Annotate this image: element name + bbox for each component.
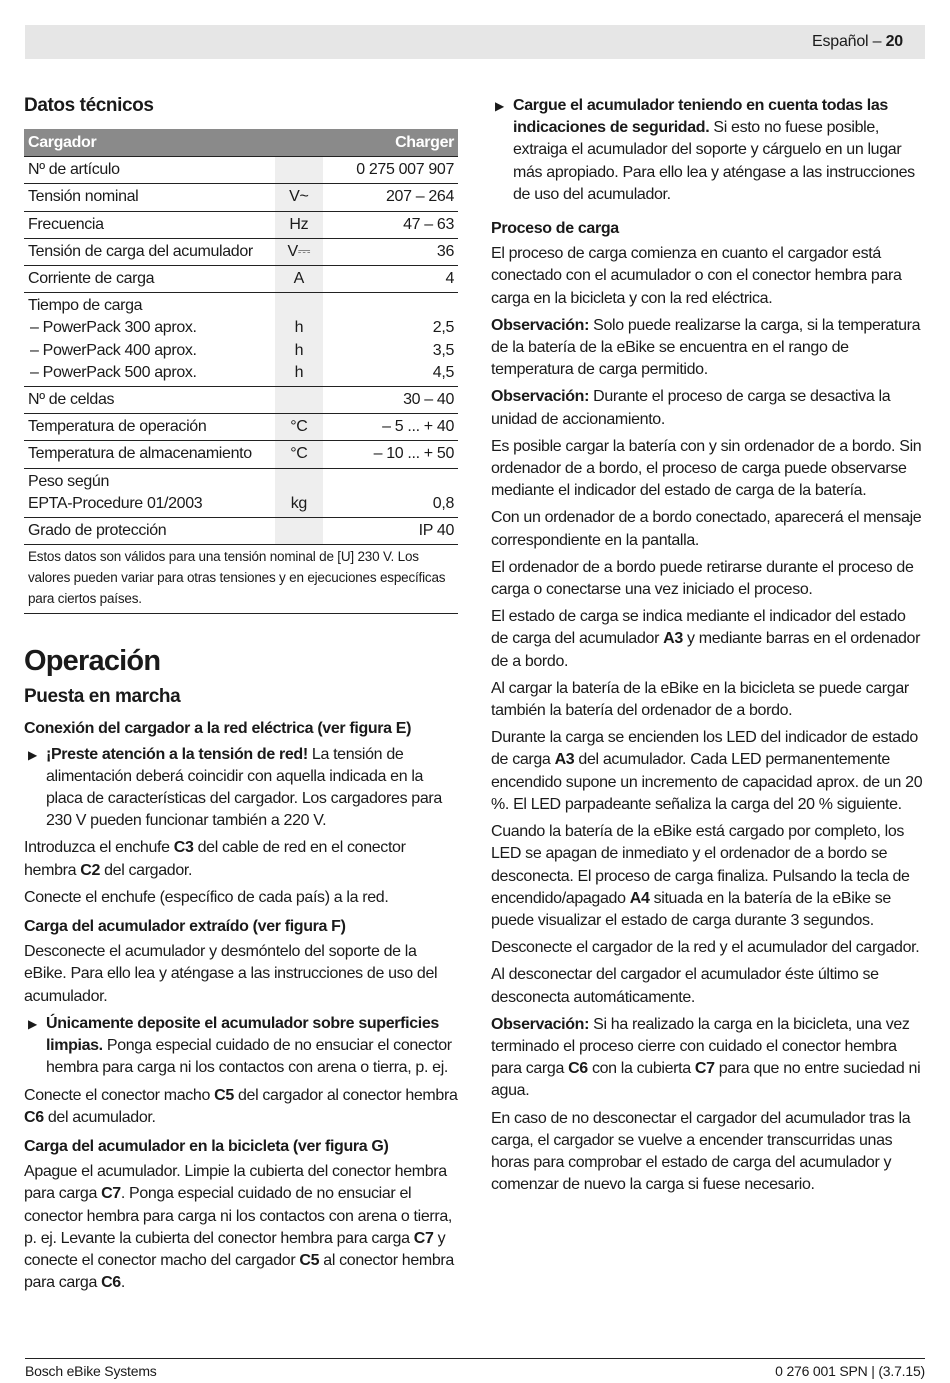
row-label: Tensión nominal xyxy=(24,184,275,211)
warning-bullet-voltage xyxy=(24,744,458,833)
table-row xyxy=(24,414,458,441)
operation-title: Operación xyxy=(24,645,161,678)
paragraph: El proceso de carga comienza en cuanto el cargador está conectado con el acumulador o con el conector hembra para carga en la bicicleta y con la red eléctrica. xyxy=(491,245,902,307)
weight-label-line2: EPTA-Procedure 01/2003 xyxy=(28,494,203,512)
page-number-label xyxy=(812,33,903,51)
row-label xyxy=(24,468,275,517)
right-column xyxy=(491,95,925,1201)
row-value: 30 – 40 xyxy=(323,387,458,414)
row-label: Grado de protección xyxy=(24,518,275,545)
row-value: – 5 ... + 40 xyxy=(323,414,458,441)
spec-head-right: Charger xyxy=(323,129,458,157)
note-paragraph: Observación: Si ha realizado la carga en la bicicleta, una vez terminado el proceso cierre con cuidado el conector hembra para carga C6 con la cubierta C7 para que no entre suciedad ni agua. xyxy=(491,1015,921,1100)
table-footnote: Estos datos son válidos para una tensión nominal de [U] 230 V. Los valores pueden variar para otras tensiones y en ejecuciones específicas para ciertos países. xyxy=(24,544,458,614)
row-label: Nº de artículo xyxy=(24,157,275,184)
charge-time-item: – PowerPack 400 aprox. xyxy=(30,341,197,359)
row-unit: V~ xyxy=(275,184,322,211)
page-footer xyxy=(25,1358,925,1379)
footer-left: Bosch eBike Systems xyxy=(25,1363,157,1379)
warning-bullet-clean xyxy=(24,1013,458,1080)
paragraph: En caso de no desconectar el cargador del acumulador tras la carga, el cargador se vuelve a encender transcurridas unas horas para comprobar el estado de carga del acumulador y comenzar de nuevo la carga si fuese necesario. xyxy=(491,1109,911,1194)
row-value: 4 xyxy=(323,266,458,293)
row-label: Temperatura de operación xyxy=(24,414,275,441)
row-value: – 10 ... + 50 xyxy=(323,441,458,468)
paragraph: Con un ordenador de a bordo conectado, aparecerá el mensaje correspondiente en la pantalla. xyxy=(491,509,922,549)
paragraph: Desconecte el cargador de la red y el acumulador del cargador. xyxy=(491,939,920,957)
bullet-text: Ponga especial cuidado de no ensuciar el conector hembra para carga ni los contactos con arena o tierra, p. ej. xyxy=(46,1037,452,1077)
bullet-bold: Cargue el acumulador teniendo en cuenta todas las indicaciones de seguridad. xyxy=(513,97,888,137)
triangle-bullet-icon: ▶ xyxy=(28,1016,37,1031)
warning-bullet-safety xyxy=(491,95,925,206)
spec-head-left: Cargador xyxy=(24,129,323,157)
triangle-bullet-icon: ▶ xyxy=(495,99,504,113)
row-unit: Hz xyxy=(275,211,322,238)
paragraph: Al desconectar del cargador el acumulador éste último se desconecta automáticamente. xyxy=(491,966,879,1006)
row-value: 0,8 xyxy=(323,468,458,517)
header-dash: – xyxy=(868,33,886,50)
row-label: Tensión de carga del acumulador xyxy=(24,238,275,265)
spec-table xyxy=(24,129,458,544)
paragraph: Al cargar la batería de la eBike en la bicicleta se puede cargar también la batería del ordenador de a bordo. xyxy=(491,679,909,720)
row-unit xyxy=(275,387,322,414)
charge-time-item: – PowerPack 500 aprox. xyxy=(30,363,197,381)
charge-time-label: Tiempo de carga xyxy=(28,297,143,315)
row-unit: V⎓ xyxy=(275,238,322,265)
left-column xyxy=(24,92,458,1299)
charge-time-value: 4,5 xyxy=(432,363,454,381)
table-row xyxy=(24,157,458,184)
table-row-weight xyxy=(24,468,458,517)
table-row xyxy=(24,238,458,265)
table-row-charge-time xyxy=(24,293,458,387)
bullet-text: Si esto no fuese posible, extraiga el acumulador del soporte y cárguelo en un lugar más apropiado. Para ello lea y aténgase a las instrucciones de uso del acumulador. xyxy=(513,119,915,203)
row-value: 207 – 264 xyxy=(323,184,458,211)
row-unit xyxy=(275,293,322,387)
note-label: Observación: xyxy=(491,316,590,334)
table-row xyxy=(24,184,458,211)
bike-charging-title: Carga del acumulador en la bicicleta (ver figura G) xyxy=(24,1137,389,1155)
paragraph: Durante la carga se encienden los LED del indicador de estado de carga A3 del acumulador. Cada LED permanentemente encendido supone un incremento de capacidad aprox. de un 20 %. El LED parpadeante señaliza la carga del 20 % siguiente. xyxy=(491,729,923,813)
bullet-bold: Únicamente deposite el acumulador sobre superficies limpias. xyxy=(46,1014,439,1055)
row-unit: °C xyxy=(275,414,322,441)
row-value: 0 275 007 907 xyxy=(323,157,458,184)
charge-time-value: 2,5 xyxy=(432,319,454,337)
charge-time-unit: h xyxy=(294,319,304,337)
removed-battery-title: Carga del acumulador extraído (ver figura F) xyxy=(24,918,346,936)
tech-data-title: Datos técnicos xyxy=(24,95,154,116)
table-row xyxy=(24,211,458,238)
footer-right: 0 276 001 SPN | (3.7.15) xyxy=(775,1363,925,1379)
row-value: IP 40 xyxy=(323,518,458,545)
bullet-bold: ¡Preste atención a la tensión de red! xyxy=(46,745,308,763)
row-unit xyxy=(275,157,322,184)
header-language: Español xyxy=(811,33,869,50)
row-unit: °C xyxy=(275,441,322,468)
bullet-text: La tensión de alimentación deberá coincidir con aquella indicada en la placa de características del cargador. Los cargadores para 230 V pueden funcionar también a 220 V. xyxy=(46,745,442,830)
row-value: 36 xyxy=(323,238,458,265)
paragraph: El ordenador de a bordo puede retirarse durante el proceso de carga o conectarse una vez iniciado el proceso. xyxy=(491,558,914,599)
row-value xyxy=(323,293,458,387)
charge-time-unit: h xyxy=(294,341,304,359)
connect-charger-title: Conexión del cargador a la red eléctrica (ver figura E) xyxy=(24,720,412,738)
row-value: 47 – 63 xyxy=(323,211,458,238)
charging-process-title: Proceso de carga xyxy=(491,220,619,238)
row-label: Temperatura de almacenamiento xyxy=(24,441,275,468)
row-unit: kg xyxy=(275,468,322,517)
row-unit: A xyxy=(275,266,322,293)
weight-label-line1: Peso según xyxy=(28,472,110,490)
note-paragraph: Observación: Solo puede realizarse la carga, si la temperatura de la batería de la eBike se encuentra en el rango de temperatura de carga permitido. xyxy=(491,316,921,379)
row-label: Corriente de carga xyxy=(24,266,275,293)
note-label: Observación: xyxy=(491,388,590,406)
spec-table-header xyxy=(24,129,458,157)
paragraph: Es posible cargar la batería con y sin ordenador de a bordo. Sin ordenador de a bordo, el proceso de carga puede observarse mediante el indicador del estado de carga de la batería. xyxy=(491,437,922,500)
row-label: Frecuencia xyxy=(24,211,275,238)
charge-time-unit: h xyxy=(294,363,304,381)
page-header-bar xyxy=(25,25,925,59)
header-page-number: 20 xyxy=(885,33,903,50)
row-label: Nº de celdas xyxy=(24,387,275,414)
paragraph-bike: Apague el acumulador. Limpie la cubierta del conector hembra para carga C7. Ponga especial cuidado de no ensuciar el conector hembra para carga ni los contactos con arena o tierra, p. ej. Levante la cubierta del conector hembra para carga C7 y conecte el conector macho del cargador C5 al conector hembra para carga C6. xyxy=(24,1163,454,1292)
startup-title: Puesta en marcha xyxy=(24,686,181,708)
table-row xyxy=(24,518,458,545)
paragraph: El estado de carga se indica mediante el indicador del estado de carga del acumulador A3 y mediante barras en el ordenador de a bordo. xyxy=(491,608,921,670)
row-label xyxy=(24,293,275,387)
table-row xyxy=(24,441,458,468)
row-unit xyxy=(275,518,322,545)
charge-time-item: – PowerPack 300 aprox. xyxy=(30,319,197,337)
note-label: Observación: xyxy=(491,1015,590,1033)
paragraph-plug-network: Conecte el enchufe (específico de cada país) a la red. xyxy=(24,888,389,906)
paragraph-plug: Introduzca el enchufe C3 del cable de red en el conector hembra C2 del cargador. xyxy=(24,839,406,879)
charge-time-value: 3,5 xyxy=(432,341,454,359)
table-row xyxy=(24,266,458,293)
paragraph-male-connector: Conecte el conector macho C5 del cargador al conector hembra C6 del acumulador. xyxy=(24,1086,458,1126)
note-paragraph: Observación: Durante el proceso de carga se desactiva la unidad de accionamiento. xyxy=(491,388,891,428)
table-row xyxy=(24,387,458,414)
paragraph-removed: Desconecte el acumulador y desmóntelo del soporte de la eBike. Para ello lea y aténgase a las instrucciones de uso del acumulador. xyxy=(24,943,438,1005)
paragraph: Cuando la batería de la eBike está cargado por completo, los LED se apagan de inmediato y el ordenador de a bordo se desconecta. El proceso de carga finaliza. Pulsando la tecla de encendido/apagado A4 situada en la batería de la eBike se puede visualizar el estado de carga durante 3 segundos. xyxy=(491,823,910,929)
triangle-bullet-icon: ▶ xyxy=(28,747,37,762)
